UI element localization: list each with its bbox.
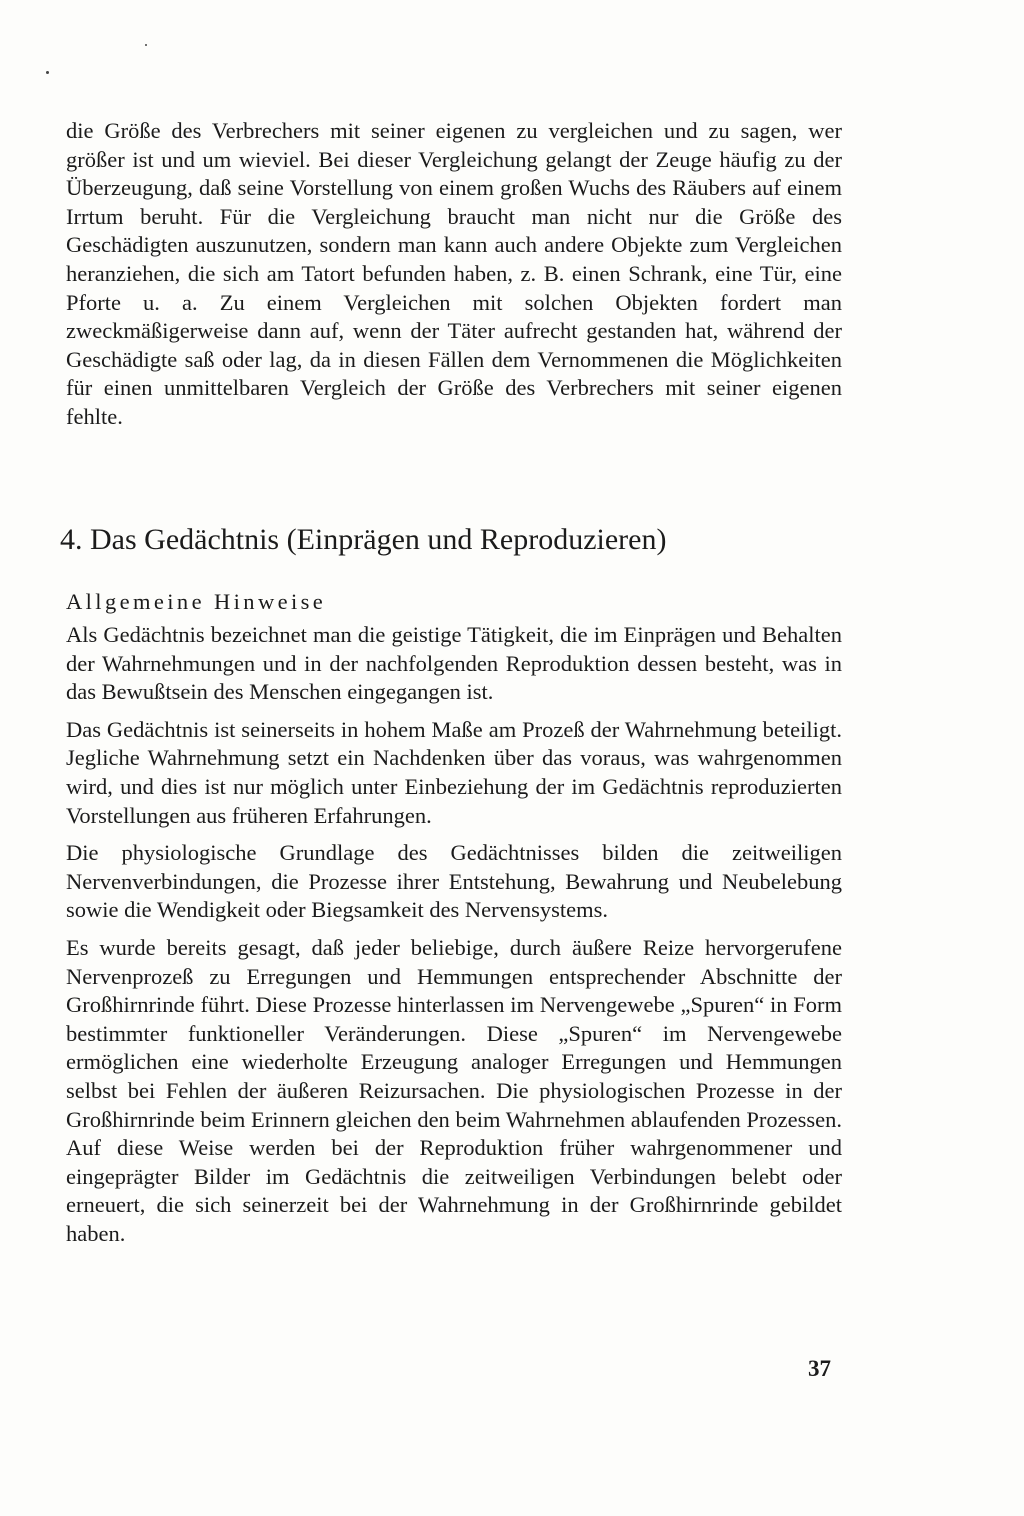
body-text-block	[66, 621, 842, 1248]
paragraph: Die physiologische Grundlage des Gedächtnisses bilden die zeitweiligen Nervenverbindungen, die Prozesse ihrer Entstehung, Bewahrung und Neubelebung sowie die Wendigkeit oder Biegsamkeit des Nervensystems.	[66, 840, 842, 923]
paragraph: Als Gedächtnis bezeichnet man die geistige Tätigkeit, die im Einprägen und Behalten der Wahrnehmungen und in der nachfolgenden Reproduktion dessen besteht, was in das Bewußtsein des Menschen eingegangen ist.	[66, 622, 842, 705]
section-heading: 4. Das Gedächtnis (Einprägen und Reproduzieren)	[60, 523, 667, 556]
scan-speck	[46, 71, 49, 74]
subsection-heading: Allgemeine Hinweise	[66, 589, 327, 614]
paragraph: Es wurde bereits gesagt, daß jeder beliebige, durch äußere Reize hervorgerufene Nervenprozeß zu Erregungen und Hemmungen entsprechender Abschnitte der Großhirnrinde führt. Diese Prozesse hinterlassen im Nervengewebe „Spuren“ in Form bestimmter funktioneller Veränderungen. Diese „Spuren“ im Nervengewebe ermöglichen eine wiederholte Erzeugung analoger Erregungen und Hemmungen selbst bei Fehlen der äußeren Reizursachen. Die physiologischen Prozesse in der Großhirnrinde beim Erinnern gleichen den beim Wahrnehmen ablaufenden Prozessen. Auf diese Weise werden bei der Reproduktion früher wahrgenommener und eingeprägter Bilder im Gedächtnis die zeitweiligen Verbindungen belebt oder erneuert, die sich seinerzeit bei der Wahrnehmung in der Großhirnrinde gebildet haben.	[66, 934, 842, 1246]
page-number: 37	[808, 1356, 831, 1381]
paragraph: Das Gedächtnis ist seinerseits in hohem Maße am Prozeß der Wahrnehmung beteiligt. Jegliche Wahrnehmung setzt ein Nachdenken über das voraus, was wahrgenommen wird, und dies ist nur möglich unter Einbeziehung der im Gedächtnis reproduzierten Vorstellungen aus früheren Erfahrungen.	[66, 716, 842, 828]
scan-speck	[145, 44, 147, 46]
paragraph-continuation: die Größe des Verbrechers mit seiner eigenen zu vergleichen und zu sagen, wer größer ist und um wieviel. Bei dieser Vergleichung gelangt der Zeuge häufig zu der Überzeugung, daß seine Vorstellung von einem großen Wuchs des Räubers auf einem Irrtum beruht. Für die Vergleichung braucht man nicht nur die Größe des Geschädigten auszunutzen, sondern man kann auch andere Objekte zum Vergleichen heranziehen, die sich am Tatort befunden haben, z. B. einen Schrank, eine Tür, eine Pforte u. a. Zu einem Vergleichen mit solchen Objekten fordert man zweckmäßigerweise dann auf, wenn der Täter aufrecht gestanden hat, während der Geschädigte saß oder lag, da in diesen Fällen dem Vernommenen die Möglichkeiten für einen unmittelbaren Vergleich der Größe des Verbrechers mit seiner eigenen fehlte.	[66, 118, 842, 429]
top-text-block	[66, 117, 842, 432]
